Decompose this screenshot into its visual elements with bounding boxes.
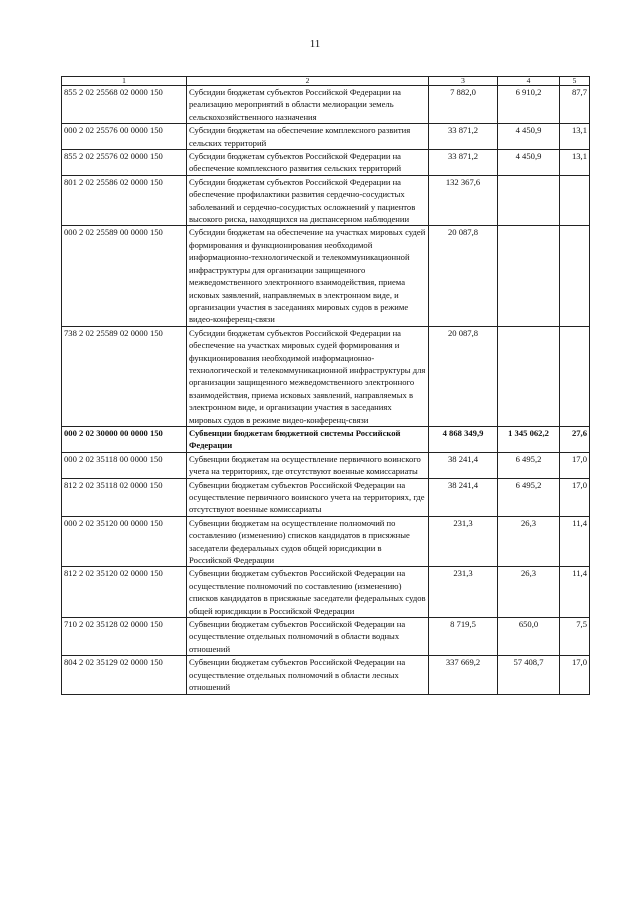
description-cell: Субвенции бюджетам бюджетной системы Российской Федерации bbox=[187, 426, 429, 452]
table-row bbox=[62, 426, 590, 452]
budget-code-cell: 855 2 02 25576 02 0000 150 bbox=[62, 150, 187, 176]
column-number-name: 2 bbox=[187, 77, 429, 86]
execution-percent-cell: 11,4 bbox=[560, 516, 590, 567]
budget-code-cell: 000 2 02 25576 00 0000 150 bbox=[62, 124, 187, 150]
plan-amount-cell: 231,3 bbox=[429, 516, 498, 567]
table-row bbox=[62, 150, 590, 176]
table-row bbox=[62, 567, 590, 618]
page-number: 11 bbox=[309, 38, 321, 50]
execution-percent-cell: 27,6 bbox=[560, 426, 590, 452]
plan-amount-cell: 33 871,2 bbox=[429, 150, 498, 176]
plan-amount-cell: 4 868 349,9 bbox=[429, 426, 498, 452]
description-cell: Субсидии бюджетам на обеспечение комплексного развития сельских территорий bbox=[187, 124, 429, 150]
execution-percent-cell bbox=[560, 326, 590, 426]
plan-amount-cell: 38 241,4 bbox=[429, 478, 498, 516]
table-row bbox=[62, 326, 590, 426]
plan-amount-cell: 20 087,8 bbox=[429, 226, 498, 326]
actual-amount-cell bbox=[498, 175, 560, 226]
actual-amount-cell: 6 495,2 bbox=[498, 452, 560, 478]
plan-amount-cell: 20 087,8 bbox=[429, 326, 498, 426]
description-cell: Субсидии бюджетам субъектов Российской Федерации на обеспечение на участках мировых судей формирования и функционирования необходимой информационно-технологической и телекоммуникационной инфраструктуры для организации защищенного межведомственного электронного взаимодействия, приема исковых заявлений, направляемых в электронном виде, и организации участия в заседаниях мировых судов в режиме видео-конференц-связи bbox=[187, 326, 429, 426]
budget-code-cell: 738 2 02 25589 02 0000 150 bbox=[62, 326, 187, 426]
actual-amount-cell: 4 450,9 bbox=[498, 124, 560, 150]
budget-code-cell: 000 2 02 35118 00 0000 150 bbox=[62, 452, 187, 478]
table-row bbox=[62, 516, 590, 567]
actual-amount-cell: 4 450,9 bbox=[498, 150, 560, 176]
description-cell: Субсидии бюджетам субъектов Российской Федерации на обеспечение комплексного развития сельских территорий bbox=[187, 150, 429, 176]
actual-amount-cell: 6 495,2 bbox=[498, 478, 560, 516]
description-cell: Субвенции бюджетам на осуществление первичного воинского учета на территориях, где отсутствуют военные комиссариаты bbox=[187, 452, 429, 478]
table-row bbox=[62, 452, 590, 478]
table-row bbox=[62, 124, 590, 150]
column-number-plan: 3 bbox=[429, 77, 498, 86]
execution-percent-cell: 11,4 bbox=[560, 567, 590, 618]
budget-code-cell: 710 2 02 35128 02 0000 150 bbox=[62, 618, 187, 656]
execution-percent-cell: 13,1 bbox=[560, 150, 590, 176]
description-cell: Субвенции бюджетам субъектов Российской Федерации на осуществление отдельных полномочий в области лесных отношений bbox=[187, 656, 429, 694]
table-row bbox=[62, 618, 590, 656]
table-row bbox=[62, 175, 590, 226]
actual-amount-cell: 650,0 bbox=[498, 618, 560, 656]
plan-amount-cell: 231,3 bbox=[429, 567, 498, 618]
actual-amount-cell: 26,3 bbox=[498, 567, 560, 618]
description-cell: Субвенции бюджетам на осуществление полномочий по составлению (изменению) списков кандидатов в присяжные заседатели федеральных судов общей юрисдикции в Российской Федерации bbox=[187, 516, 429, 567]
execution-percent-cell: 87,7 bbox=[560, 86, 590, 124]
budget-table bbox=[61, 76, 590, 695]
description-cell: Субвенции бюджетам субъектов Российской Федерации на осуществление отдельных полномочий в области водных отношений bbox=[187, 618, 429, 656]
actual-amount-cell: 57 408,7 bbox=[498, 656, 560, 694]
execution-percent-cell bbox=[560, 175, 590, 226]
column-number-percent: 5 bbox=[560, 77, 590, 86]
budget-code-cell: 000 2 02 25589 00 0000 150 bbox=[62, 226, 187, 326]
plan-amount-cell: 7 882,0 bbox=[429, 86, 498, 124]
actual-amount-cell: 26,3 bbox=[498, 516, 560, 567]
execution-percent-cell: 7,5 bbox=[560, 618, 590, 656]
description-cell: Субсидии бюджетам на обеспечение на участках мировых судей формирования и функционирования необходимой информационно-технологической и телекоммуникационной инфраструктуры для организации защищенного межведомственного электронного взаимодействия, приема исковых заявлений, направляемых в электронном виде, и организации участия в заседаниях мировых судов в режиме видео-конференц-связи bbox=[187, 226, 429, 326]
actual-amount-cell bbox=[498, 226, 560, 326]
table-body bbox=[62, 86, 590, 695]
description-cell: Субвенции бюджетам субъектов Российской Федерации на осуществление первичного воинского учета на территориях, где отсутствуют военные комиссариаты bbox=[187, 478, 429, 516]
column-number-row bbox=[62, 77, 590, 86]
execution-percent-cell bbox=[560, 226, 590, 326]
column-number-code: 1 bbox=[62, 77, 187, 86]
budget-code-cell: 804 2 02 35129 02 0000 150 bbox=[62, 656, 187, 694]
actual-amount-cell: 6 910,2 bbox=[498, 86, 560, 124]
budget-code-cell: 000 2 02 35120 00 0000 150 bbox=[62, 516, 187, 567]
table-row bbox=[62, 226, 590, 326]
table-row bbox=[62, 656, 590, 694]
actual-amount-cell bbox=[498, 326, 560, 426]
budget-code-cell: 801 2 02 25586 02 0000 150 bbox=[62, 175, 187, 226]
execution-percent-cell: 13,1 bbox=[560, 124, 590, 150]
execution-percent-cell: 17,0 bbox=[560, 452, 590, 478]
execution-percent-cell: 17,0 bbox=[560, 478, 590, 516]
description-cell: Субсидии бюджетам субъектов Российской Федерации на реализацию мероприятий в области мелиорации земель сельскохозяйственного назначения bbox=[187, 86, 429, 124]
plan-amount-cell: 33 871,2 bbox=[429, 124, 498, 150]
table-row bbox=[62, 478, 590, 516]
execution-percent-cell: 17,0 bbox=[560, 656, 590, 694]
budget-code-cell: 812 2 02 35120 02 0000 150 bbox=[62, 567, 187, 618]
budget-code-cell: 812 2 02 35118 02 0000 150 bbox=[62, 478, 187, 516]
actual-amount-cell: 1 345 062,2 bbox=[498, 426, 560, 452]
plan-amount-cell: 8 719,5 bbox=[429, 618, 498, 656]
plan-amount-cell: 132 367,6 bbox=[429, 175, 498, 226]
table-row bbox=[62, 86, 590, 124]
column-number-actual: 4 bbox=[498, 77, 560, 86]
description-cell: Субвенции бюджетам субъектов Российской Федерации на осуществление полномочий по составлению (изменению) списков кандидатов в присяжные заседатели федеральных судов общей юрисдикции в Российской Федерации bbox=[187, 567, 429, 618]
description-cell: Субсидии бюджетам субъектов Российской Федерации на обеспечение профилактики развития сердечно-сосудистых заболеваний и сердечно-сосудистых осложнений у пациентов высокого риска, находящихся на диспансерном наблюдении bbox=[187, 175, 429, 226]
budget-code-cell: 855 2 02 25568 02 0000 150 bbox=[62, 86, 187, 124]
plan-amount-cell: 337 669,2 bbox=[429, 656, 498, 694]
plan-amount-cell: 38 241,4 bbox=[429, 452, 498, 478]
budget-code-cell: 000 2 02 30000 00 0000 150 bbox=[62, 426, 187, 452]
